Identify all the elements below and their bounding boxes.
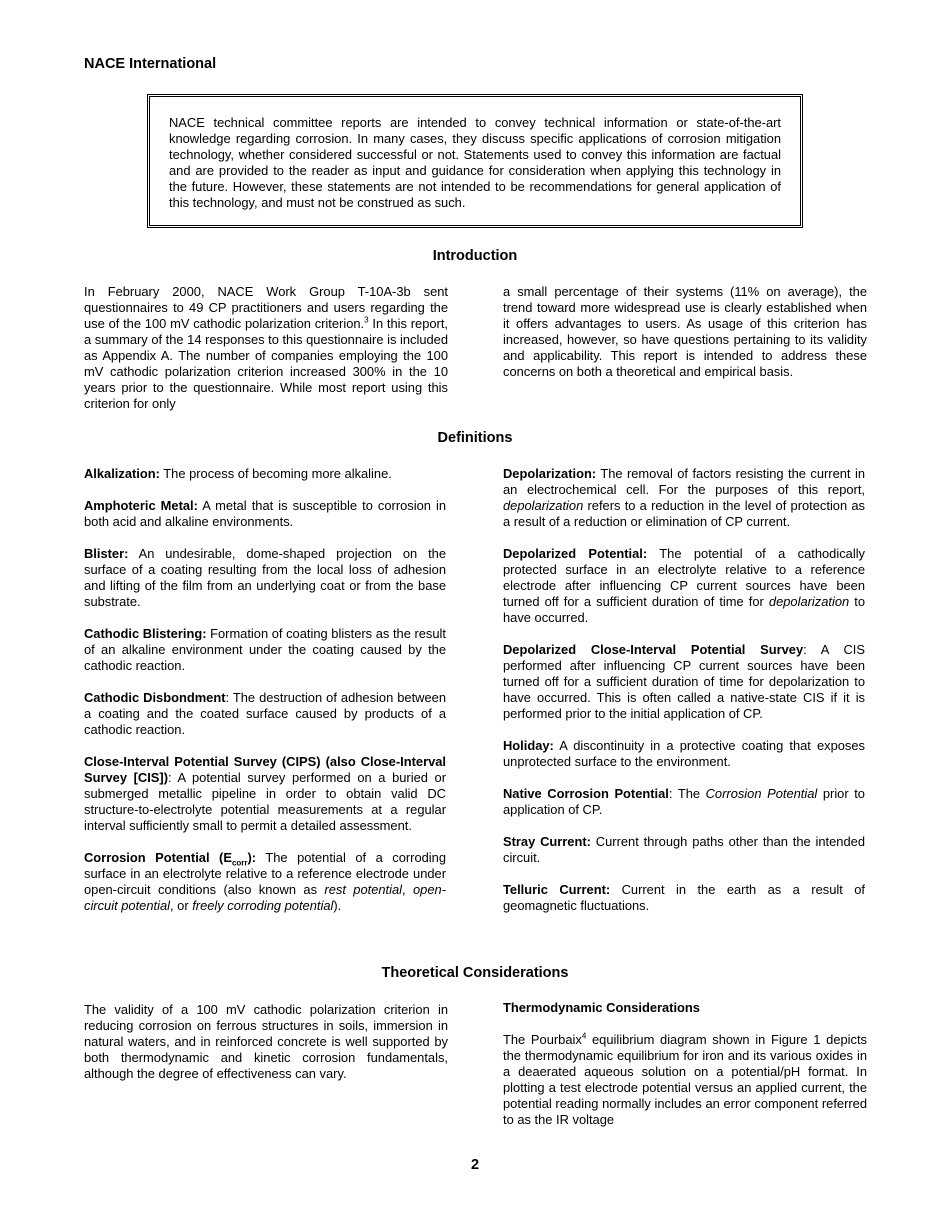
definition-cathodic-disbondment: Cathodic Disbondment: The destruction of adhesion between a coating and the coated surface caused by products of a cathodic reaction.: [84, 690, 446, 737]
disclaimer-box: NACE technical committee reports are intended to convey technical information or state-of-the-art knowledge regarding corrosion. In many cases, they discuss specific applications of corrosion mitigation technology, whether considered successful or not. Statements used to convey this information are factual and are provided to the reader as input and guidance for consideration when applying this technology in the future. However, these statements are not intended to be recommendations for general application of this technology, and must not be construed as such.: [147, 94, 803, 228]
footnote-ref: 4: [581, 1031, 587, 1041]
definition-depolarized-cis: Depolarized Close-Interval Potential Survey: A CIS performed after influencing CP current sources have been turned off for a sufficient duration of time for depolarization to have occurred. This is often called a native-state CIS if it is performed prior to the initial application of CP.: [503, 642, 865, 721]
definitions-left-column: [84, 466, 446, 914]
introduction-left-column: [84, 284, 448, 412]
definition-blister: Blister: An undesirable, dome-shaped projection on the surface of a coating resulting from the local loss of adhesion and lifting of the film from an underlying coat or from the base substrate.: [84, 546, 446, 609]
definition-stray-current: Stray Current: Current through paths other than the intended circuit.: [503, 834, 865, 865]
definitions-heading: Definitions: [437, 430, 513, 446]
running-header: NACE International: [84, 56, 217, 72]
theoretical-heading: Theoretical Considerations: [381, 965, 569, 981]
definition-depolarization: Depolarization: The removal of factors resisting the current in an electrochemical cell. For the purposes of this report, depolarization refers to a reduction in the level of protection as a result of a reduction or elimination of CP current.: [503, 466, 865, 529]
definition-cips: Close-Interval Potential Survey (CIPS) (also Close-Interval Survey [CIS]): A potential survey performed on a buried or submerged metallic pipeline in order to obtain valid DC structure-to-electrolyte potential measurements at a regular interval sufficiently small to permit a detailed assessment.: [84, 754, 446, 833]
definition-cathodic-blistering: Cathodic Blistering: Formation of coating blisters as the result of an alkaline environment under the coating caused by the cathodic reaction.: [84, 626, 446, 673]
definition-depolarized-potential: Depolarized Potential: The potential of a cathodically protected surface in an electrolyte relative to a reference electrode after influencing CP current sources have been turned off for a sufficient duration of time for depolarization to have occurred.: [503, 546, 866, 625]
definition-holiday: Holiday: A discontinuity in a protective coating that exposes unprotected surface to the environment.: [503, 738, 865, 769]
introduction-heading: Introduction: [432, 248, 518, 264]
definition-corrosion-potential: Corrosion Potential $(E_{corr})$: The potential of a corroding surface in an electrolyte relative to a reference electrode under open-circuit conditions (also known as rest potential, open-circuit potential, or freely corroding potential).: [84, 850, 446, 913]
introduction-paragraph-right: a small percentage of their systems (11% on average), the trend toward more widespread use is clearly established when it offers advantages to users. As usage of this criterion has increased, however, so have questions pertaining to its validity and applicability. This report is intended to address these concerns on both a theoretical and empirical basis.: [503, 284, 867, 379]
introduction-right-column: [503, 284, 867, 380]
footnote-ref: 3: [364, 315, 369, 325]
theoretical-right-column: [503, 1000, 867, 1128]
definitions-right-column: [503, 466, 865, 914]
introduction-paragraph-left: In February 2000, NACE Work Group T-10A-3b sent questionnaires to 49 CP practitioners and users regarding the use of the 100 mV cathodic polarization criterion.$^3$ In this report, a summary of the 14 responses to this questionnaire is included as Appendix A. The number of companies employing the 100 mV cathodic polarization criterion increased 300% in the 10 years prior to the questionnaire. While most report using this criterion for only: [84, 284, 449, 411]
definition-telluric-current: Telluric Current: Current in the earth as a result of geomagnetic fluctuations.: [503, 882, 865, 913]
thermodynamic-subheading: Thermodynamic Considerations: [503, 1000, 700, 1015]
definition-native-corrosion-potential: Native Corrosion Potential: The Corrosion Potential prior to application of CP.: [503, 786, 865, 817]
theoretical-paragraph-left: The validity of a 100 mV cathodic polarization criterion in reducing corrosion on ferrous structures in soils, immersion in natural waters, and in reinforced concrete is well supported by both thermodynamic and kinetic corrosion fundamentals, although the degree of effectiveness can vary.: [84, 1002, 448, 1081]
definition-amphoteric-metal: Amphoteric Metal: A metal that is susceptible to corrosion in both acid and alkaline environments.: [84, 498, 446, 529]
page-number: 2: [470, 1157, 480, 1173]
thermodynamic-paragraph: The Pourbaix$^4$ equilibrium diagram shown in Figure 1 depicts the thermodynamic equilibrium for iron and its various oxides in a deaerated aqueous solution on a potential/pH format. In plotting a test electrode potential versus an applied current, the potential reading normally includes an error component referred to as the IR voltage: [503, 1031, 868, 1127]
theoretical-left-column: [84, 1002, 448, 1082]
definition-alkalization: Alkalization: The process of becoming more alkaline.: [84, 466, 392, 481]
